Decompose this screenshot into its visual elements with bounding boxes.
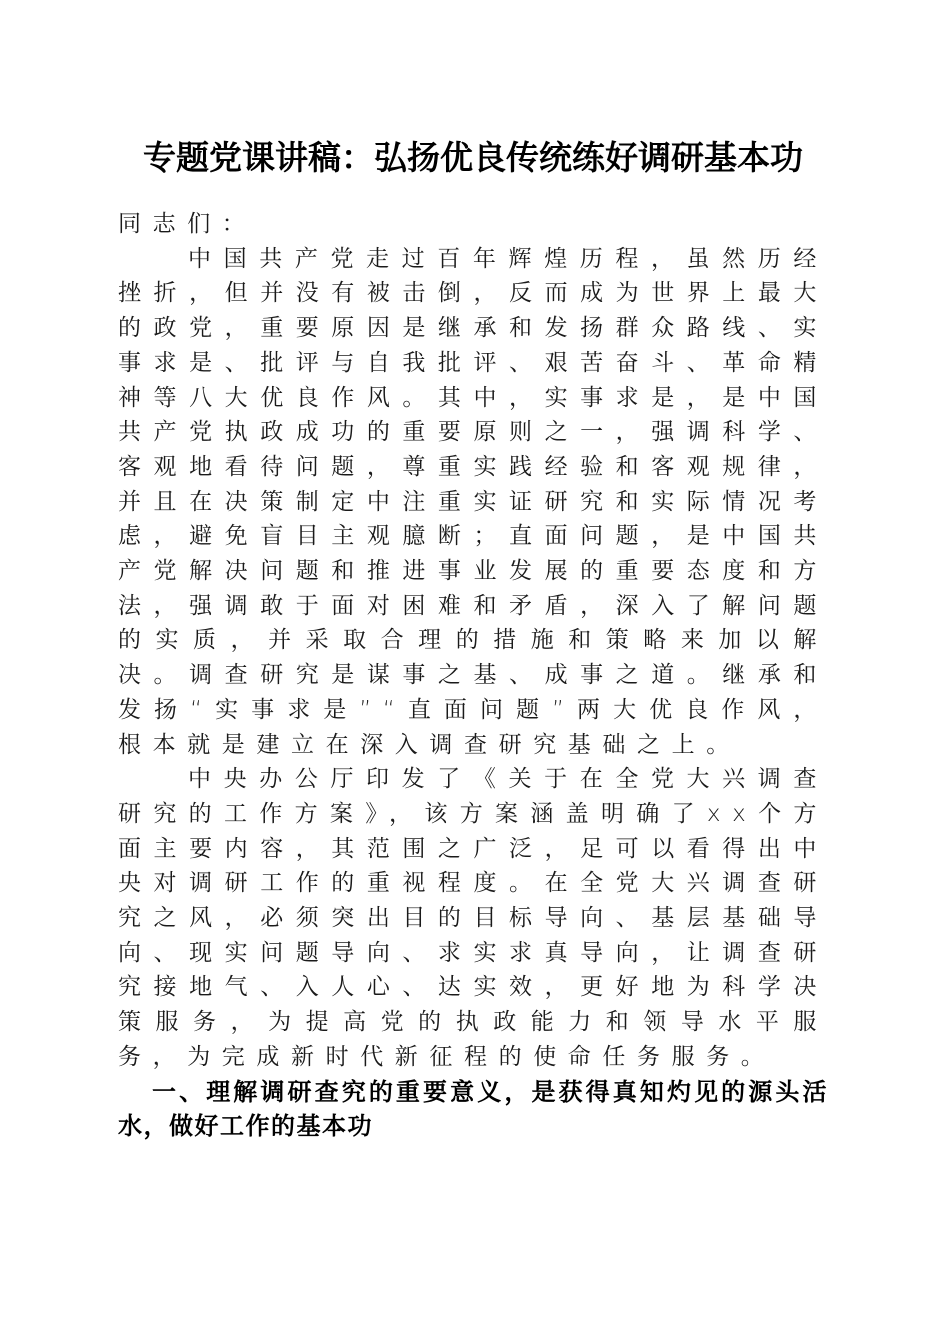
document-body [118,207,828,1144]
paragraph-1: 中国共产党走过百年辉煌历程，虽然历经挫折，但并没有被击倒，反而成为世界上最大的政党，重要原因是继承和发扬群众路线、实事求是、批评与自我批评、艰苦奋斗、革命精神等八大优良作风。其中，实事求是，是中国共产党执政成功的重要原则之一，强调科学、客观地看待问题，尊重实践经验和客观规律，并且在决策制定中注重实证研究和实际情况考虑，避免盲目主观臆断；直面问题，是中国共产党解决问题和推进事业发展的重要态度和方法，强调敢于面对困难和矛盾，深入了解问题的实质，并采取合理的措施和策略来加以解决。调查研究是谋事之基、成事之道。继承和发扬“实事求是”“直面问题”两大优良作风，根本就是建立在深入调查研究基础之上。 [118,245,828,758]
paragraph-2: 中央办公厅印发了《关于在全党大兴调查研究的工作方案》，该方案涵盖明确了xx个方面主要内容，其范围之广泛，足可以看得出中央对调研工作的重视程度。在全党大兴调查研究之风，必须突出目的目标导向、基层基础导向、现实问题导向、求实求真导向，让调查研究接地气、入人心、达实效，更好地为科学决策服务，为提高党的执政能力和领导水平服务，为完成新时代新征程的使命任务服务。 [118,766,828,1070]
salutation: 同志们： [118,211,257,237]
document-title: 专题党课讲稿：弘扬优良传统练好调研基本功 [143,138,803,177]
section-heading-1: 一、理解调研查究的重要意义，是获得真知灼见的源头活水，做好工作的基本功 [118,1077,828,1141]
